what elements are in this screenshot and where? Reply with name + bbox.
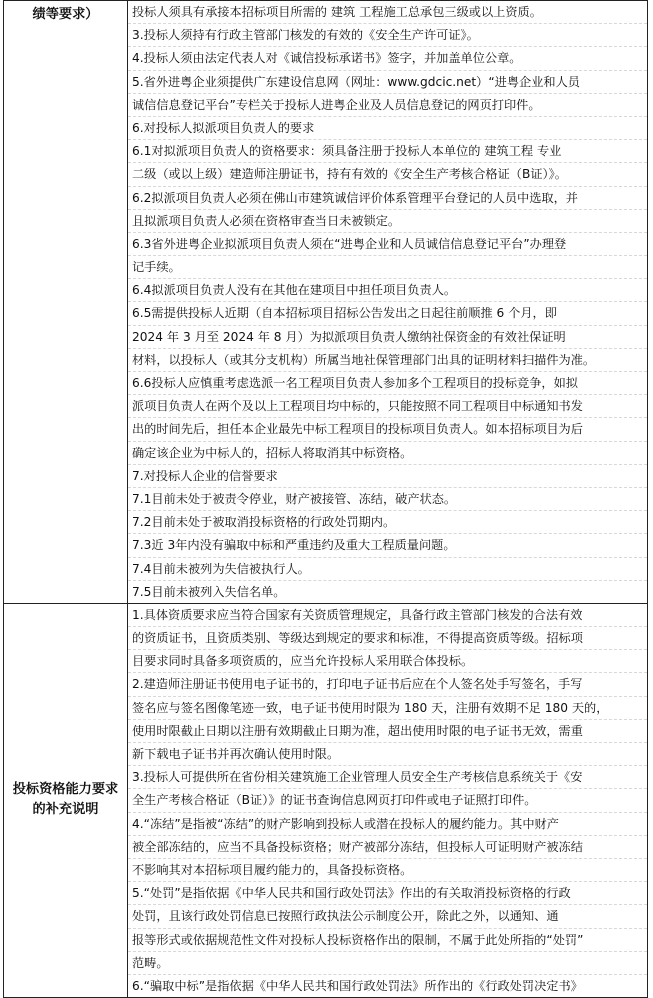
para-credit-3 — [128, 534, 647, 557]
text-line: 新下载电子证书并再次确认使用时限。 — [128, 743, 647, 766]
text-line: 确定该企业为中标人的，招标人将取消其中标资格。 — [128, 442, 647, 465]
text-line: 7.1目前未处于被责令停业，财产被接管、冻结，破产状态。 — [128, 488, 647, 511]
para-pm-qualification — [128, 140, 647, 186]
para-fraud — [128, 975, 647, 997]
text-line: 6.“骗取中标”是指依据《中华人民共和国行政处罚法》所作出的《行政处罚决定书》 — [132, 978, 583, 993]
para-pm-requirements-title — [128, 117, 647, 140]
para-credit-2 — [128, 511, 647, 534]
para-penalty — [128, 882, 647, 975]
para-b-certificate — [128, 766, 647, 812]
text-line: 7.5目前未被列入失信名单。 — [132, 584, 286, 599]
text-line: 6.1对拟派项目负责人的资格要求：须具备注册于投标人本单位的 建筑工程 专业 — [128, 140, 647, 163]
para-experience — [128, 1, 647, 24]
text-line: 范畴。 — [128, 952, 647, 975]
text-line: 使用时限截止日期以注册有效期截止日期为准，超出使用时限的电子证书无效，需重 — [128, 720, 647, 743]
text-line: 1.具体资质要求应当符合国家有关资质管理规定，具备行政主管部门核发的合法有效 — [128, 604, 647, 627]
text-line: 不影响其对本招标项目履约能力的，具备投标资格。 — [128, 859, 647, 882]
text-line: 材料，以投标人（或其分支机构）所属当地社保管理部门出具的证明材料扫描件为准。 — [128, 349, 647, 372]
text-line: 4.“冻结”是指被“冻结”的财产影响到投标人或潜在投标人的履约能力。其中财产 — [128, 813, 647, 836]
text-line: 的资质证书，且资质类别、等级达到规定的要求和标准，不得提高资质等级。招标项 — [128, 627, 647, 650]
text-line: 全生产考核合格证（B证）》的证书查询信息网页打印件或电子证照打印件。 — [128, 789, 647, 812]
text-line: 4.投标人须由法定代表人对《诚信投标承诺书》签字，并加盖单位公章。 — [128, 47, 647, 70]
para-out-of-province — [128, 71, 647, 117]
text-line: 出的时间先后，担任本企业最先中标工程项目的投标项目负责人。如本招标项目为后 — [128, 418, 647, 441]
text-line: 7.4目前未被列为失信被执行人。 — [128, 558, 647, 581]
para-pm-out-of-province — [128, 233, 647, 279]
para-e-certificate — [128, 673, 647, 766]
text-line: 处罚，且该行政处罚信息已按照行政执法公示制度公开，除此之外，以通知、通 — [128, 905, 647, 928]
text-line: 投标人须具有承接本招标项目所需的 建筑 工程施工总承包三级或以上资质。 — [128, 1, 647, 24]
text-line: 派项目负责人在两个及以上工程项目均中标的，只能按照不同工程项目中标通知书发 — [128, 395, 647, 418]
text-line: 且拟派项目负责人必须在资格审查当日未被锁定。 — [128, 210, 647, 233]
text-line: 目要求同时具备多项资质的，应当允许投标人采用联合体投标。 — [128, 650, 647, 673]
para-qualification-rule — [128, 604, 647, 674]
text-line: 诚信信息登记平台”专栏关于投标人进粤企业及人员信息登记的网页打印件。 — [128, 94, 647, 117]
row-label-qualification: 绩等要求） — [4, 1, 128, 604]
text-line: 被全部冻结的，应当不具备投标资格；财产被部分冻结，但投标人可证明财产被冻结 — [128, 836, 647, 859]
para-pm-selection — [128, 187, 647, 233]
para-credit-4 — [128, 558, 647, 581]
text-line: 5.省外进粤企业须提供广东建设信息网（网址：www.gdcic.net）“进粤企业和人员 — [128, 71, 647, 94]
text-line: 6.2拟派项目负责人必须在佛山市建筑诚信评价体系管理平台登记的人员中选取，并 — [128, 187, 647, 210]
text-line: 5.“处罚”是指依据《中华人民共和国行政处罚法》作出的有关取消投标资格的行政 — [128, 882, 647, 905]
text-line: 3.投标人须持有行政主管部门核发的有效的《安全生产许可证》。 — [128, 24, 647, 47]
para-credit-title — [128, 465, 647, 488]
text-line: 6.对投标人拟派项目负责人的要求 — [128, 117, 647, 140]
text-line: 签名应与签名图像笔迹一致，电子证书使用时限为 180 天，注册有效期不足 180 天的， — [128, 697, 647, 720]
text-line: 6.5需提供投标人近期（自本招标项目招标公告发出之日起往前顺推 6 个月，即 — [128, 302, 647, 325]
para-multi-project — [128, 372, 647, 465]
text-line: 7.2目前未处于被取消投标资格的行政处罚期内。 — [128, 511, 647, 534]
supplement-row — [4, 603, 648, 997]
para-frozen — [128, 813, 647, 883]
text-line: 6.4拟派项目负责人没有在其他在建项目中担任项目负责人。 — [128, 279, 647, 302]
para-credit-5 — [128, 581, 647, 603]
text-line: 二级（或以上级）建造师注册证书，持有有效的《安全生产考核合格证（B证）》。 — [128, 163, 647, 186]
text-line: 7.对投标人企业的信誉要求 — [128, 465, 647, 488]
para-safety-permit — [128, 24, 647, 47]
requirements-row — [4, 1, 648, 604]
requirements-table — [3, 0, 648, 998]
text-line: 7.3近 3年内没有骗取中标和严重违约及重大工程质量问题。 — [128, 534, 647, 557]
row-label-supplement: 投标资格能力要求的补充说明 — [4, 603, 128, 997]
row-content — [128, 1, 648, 604]
para-pm-no-other-post — [128, 279, 647, 302]
text-line: 3.投标人可提供所在省份相关建筑施工企业管理人员安全生产考核信息系统关于《安 — [128, 766, 647, 789]
text-line: 2.建造师注册证书使用电子证书的，打印电子证书后应在个人签名处手写签名，手写 — [128, 673, 647, 696]
text-line: 2024 年 3 月至 2024 年 8 月）为拟派项目负责人缴纳社保资金的有效社保证明 — [128, 326, 647, 349]
para-credit-1 — [128, 488, 647, 511]
text-line: 6.6投标人应慎重考虑选派一名工程项目负责人参加多个工程项目的投标竞争，如拟 — [128, 372, 647, 395]
row-content — [128, 603, 648, 997]
text-line: 报等形式或依据规范性文件对投标人投标资格作出的限制，不属于此处所指的“处罚” — [128, 929, 647, 952]
para-social-insurance — [128, 302, 647, 372]
text-line: 6.3省外进粤企业拟派项目负责人须在“进粤企业和人员诚信信息登记平台”办理登 — [128, 233, 647, 256]
para-commitment-sign — [128, 47, 647, 70]
text-line: 记手续。 — [128, 256, 647, 279]
